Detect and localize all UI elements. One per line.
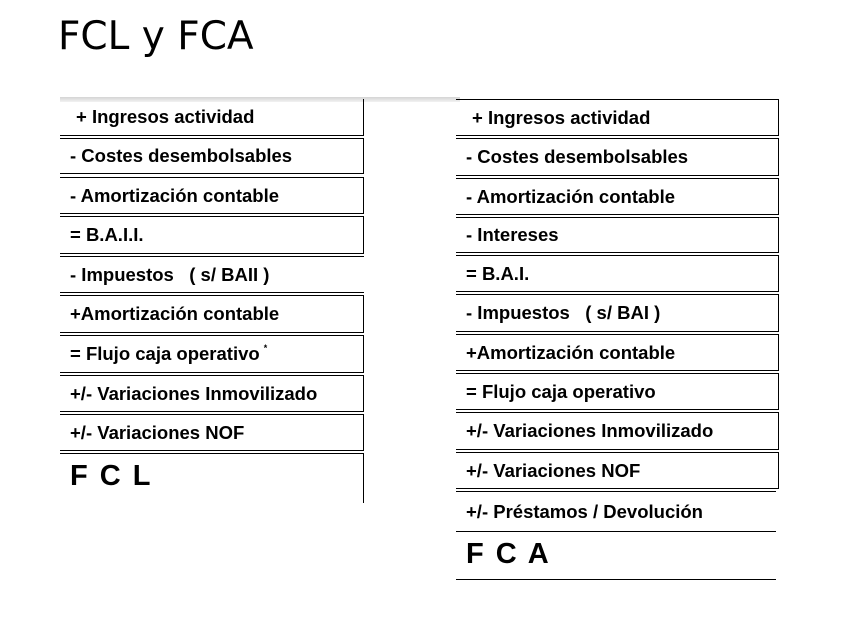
fca-row-label: +/- Variaciones NOF (466, 459, 641, 481)
fca-row (456, 452, 779, 489)
fca-total-row (456, 531, 776, 580)
fcl-row-label: - Impuestos ( s/ BAII ) (70, 263, 270, 285)
fca-row-label: +Amortización contable (466, 341, 676, 363)
fca-row (456, 334, 779, 371)
fca-row (456, 491, 776, 531)
fca-row (456, 217, 779, 253)
fcl-row (60, 295, 364, 333)
fca-row (456, 138, 779, 176)
fca-row-label: = B.A.I. (466, 262, 530, 284)
fca-row-label: = Flujo caja operativo (466, 380, 656, 402)
fca-row-label: - Amortización contable (466, 185, 676, 207)
fcl-row (60, 335, 364, 373)
fcl-row-label: +Amortización contable (70, 303, 280, 324)
fcl-row-label: +/- Variaciones NOF (70, 421, 245, 443)
fcl-row (60, 256, 364, 293)
fca-row (456, 178, 779, 215)
fcl-row-label: - Costes desembolsables (70, 145, 293, 166)
fcl-row (60, 177, 364, 214)
fca-row-label: - Impuestos ( s/ BAI ) (466, 302, 661, 323)
fcl-row (60, 138, 364, 174)
fcl-row-label: - Amortización contable (70, 184, 280, 206)
footnote-mark: * (263, 343, 268, 353)
fcl-row-label: + Ingresos actividad (76, 106, 255, 127)
fcl-total-row (60, 453, 364, 503)
fcl-row (60, 375, 364, 412)
fca-row (456, 255, 779, 292)
page-title: FCL y FCA (58, 14, 254, 59)
fcl-row (60, 414, 364, 451)
fcl-total-label: F C L (70, 460, 153, 492)
fca-total-label: F C A (466, 538, 551, 570)
fca-row-label: - Intereses (466, 224, 559, 245)
fca-row-label: +/- Variaciones Inmovilizado (466, 420, 714, 441)
fcl-row-label: = Flujo caja operativo (70, 343, 260, 364)
fcl-row (60, 99, 364, 136)
fca-row (456, 99, 779, 136)
fca-row (456, 294, 779, 332)
fcl-row-label: +/- Variaciones Inmovilizado (70, 382, 318, 404)
fca-row-label: +/- Préstamos / Devolución (466, 500, 703, 522)
fcl-row-label: = B.A.I.I. (70, 224, 144, 245)
fca-row-label: - Costes desembolsables (466, 146, 689, 167)
fca-row-label: + Ingresos actividad (472, 106, 651, 128)
fca-row (456, 412, 779, 450)
fcl-row (60, 216, 364, 254)
fca-row (456, 373, 779, 410)
